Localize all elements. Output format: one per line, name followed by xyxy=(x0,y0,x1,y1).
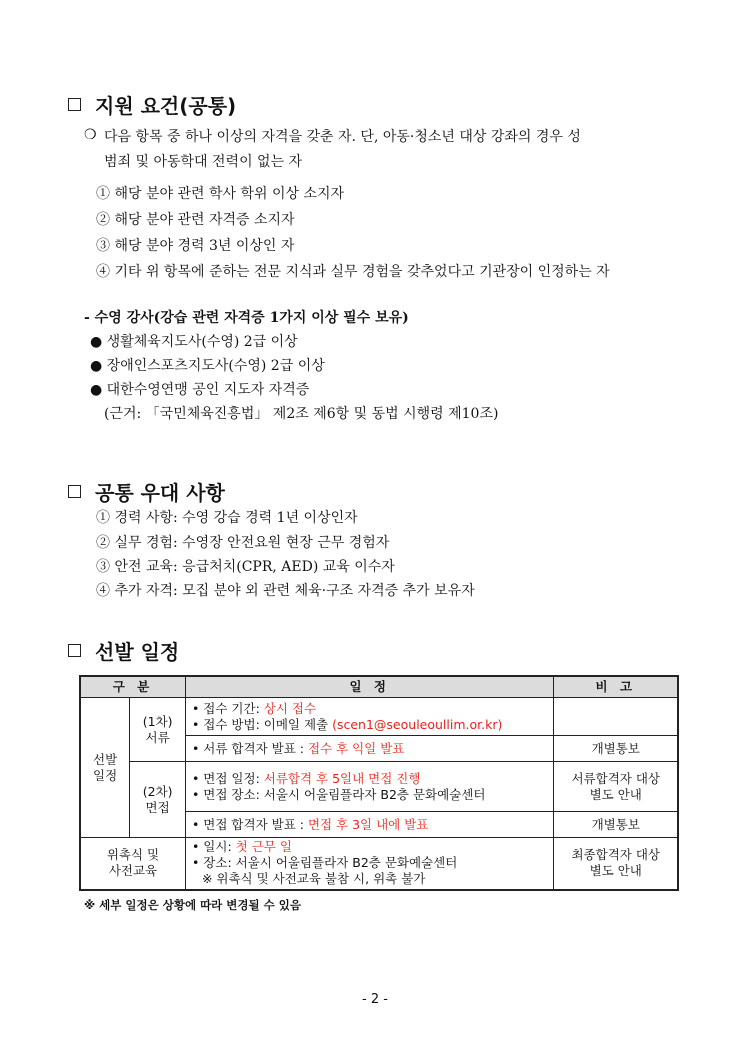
remarks-cell xyxy=(554,698,678,736)
swim-item-label: 대한수영연맹 공인 지도자 자격증 xyxy=(106,382,310,398)
requirement-item: ① 해당 분야 관련 학사 학위 이상 소지자 xyxy=(96,186,345,202)
selection-schedule-table xyxy=(79,675,679,891)
interview-result-label: • 면접 합격자 발표 : xyxy=(191,816,308,832)
preference-item: ② 실무 경험: 수영장 안전요원 현장 근무 경험자 xyxy=(96,535,390,551)
page-number: - 2 - xyxy=(362,992,388,1007)
table-row xyxy=(80,762,678,812)
header-remarks: 비 고 xyxy=(554,676,678,698)
preference-item: ① 경력 사항: 수영 강습 경력 1년 이상인자 xyxy=(96,510,358,526)
swim-item xyxy=(90,379,309,399)
header-category: 구 분 xyxy=(80,676,185,698)
swim-instructor-heading: - 수영 강사(강습 관련 자격증 1가지 이상 필수 보유) xyxy=(84,310,409,326)
requirement-item: ④ 기타 위 항목에 준하는 전문 지식과 실무 경험을 갖추었다고 기관장이 인정하는 자 xyxy=(96,264,610,280)
application-email: (scen1@seouleoullim.or.kr) xyxy=(332,716,503,732)
ceremony-location: • 장소: 서울시 어울림플라자 B2층 문화예술센터 xyxy=(191,855,458,871)
schedule-cell xyxy=(185,736,554,762)
swim-legal-basis: (근거: 「국민체육진흥법」 제2조 제6항 및 동법 시행령 제10조) xyxy=(104,406,499,422)
dot-bullet-icon: ● xyxy=(90,382,103,398)
requirement-item: ② 해당 분야 관련 자격증 소지자 xyxy=(96,212,295,228)
group-selection-cell: 선발 일정 xyxy=(80,698,130,838)
remarks-cell: 최종합격자 대상 별도 안내 xyxy=(554,838,678,890)
square-bullet-icon xyxy=(68,485,81,498)
schedule-footnote: ※ 세부 일정은 상황에 따라 변경될 수 있음 xyxy=(84,898,301,912)
table-header-row xyxy=(80,676,678,698)
intro-bullet-icon: ❍ xyxy=(84,127,97,143)
requirement-item: ③ 해당 분야 경력 3년 이상인 자 xyxy=(96,238,295,254)
interview-date-value: 서류합격 후 5일내 면접 진행 xyxy=(263,770,421,786)
swim-item xyxy=(90,331,298,351)
interview-date-label: • 면접 일정: xyxy=(191,770,264,786)
stage-documents-cell: (1차) 서류 xyxy=(130,698,186,762)
interview-result-value: 면접 후 3일 내에 발표 xyxy=(307,816,429,832)
intro-line-1: 다음 항목 중 하나 이상의 자격을 갖춘 자. 단, 아동·청소년 대상 강좌의 경우 성 xyxy=(104,129,581,145)
dot-bullet-icon: ● xyxy=(90,358,103,374)
ceremony-note: ※ 위촉식 및 사전교육 불참 시, 위촉 불가 xyxy=(201,871,426,887)
application-period-value: 상시 접수 xyxy=(263,700,317,716)
remarks-cell: 개별통보 xyxy=(554,812,678,838)
schedule-cell xyxy=(185,812,554,838)
section-heading-requirements xyxy=(68,90,236,119)
interview-location: • 면접 장소: 서울시 어울림플라자 B2층 문화예술센터 xyxy=(191,786,486,802)
square-bullet-icon xyxy=(68,644,81,657)
preference-item: ④ 추가 자격: 모집 분야 외 관련 체육·구조 자격증 추가 보유자 xyxy=(96,583,475,599)
table-row xyxy=(80,838,678,890)
section-heading-schedule xyxy=(68,636,179,665)
application-period-label: • 접수 기간: xyxy=(191,700,264,716)
group-orientation-cell: 위촉식 및 사전교육 xyxy=(80,838,185,890)
swim-item-label: 장애인스포츠지도사(수영) 2급 이상 xyxy=(106,358,325,374)
intro-line-2: 범죄 및 아동학대 전력이 없는 자 xyxy=(104,154,303,170)
schedule-cell xyxy=(185,838,554,890)
dot-bullet-icon: ● xyxy=(90,334,103,350)
section-title: 선발 일정 xyxy=(95,640,180,664)
stage-interview-cell: (2차) 면접 xyxy=(130,762,186,838)
remarks-cell: 개별통보 xyxy=(554,736,678,762)
section-title: 공통 우대 사항 xyxy=(95,481,225,505)
section-title: 지원 요건(공통) xyxy=(95,94,237,118)
section-heading-preferences xyxy=(68,477,225,506)
application-method-label: • 접수 방법: 이메일 제출 xyxy=(191,716,333,732)
remarks-cell: 서류합격자 대상 별도 안내 xyxy=(554,762,678,812)
schedule-cell xyxy=(185,762,554,812)
ceremony-date-label: • 일시: xyxy=(191,839,236,855)
header-schedule: 일 정 xyxy=(185,676,554,698)
document-result-label: • 서류 합격자 발표 : xyxy=(191,740,308,756)
swim-item-label: 생활체육지도사(수영) 2급 이상 xyxy=(106,334,298,350)
swim-item xyxy=(90,355,325,375)
document-result-value: 접수 후 익일 발표 xyxy=(307,740,405,756)
schedule-cell xyxy=(185,698,554,736)
preference-item: ③ 안전 교육: 응급처치(CPR, AED) 교육 이수자 xyxy=(96,559,395,575)
table-row xyxy=(80,698,678,736)
ceremony-date-value: 첫 근무 일 xyxy=(235,839,292,855)
square-bullet-icon xyxy=(68,98,81,111)
